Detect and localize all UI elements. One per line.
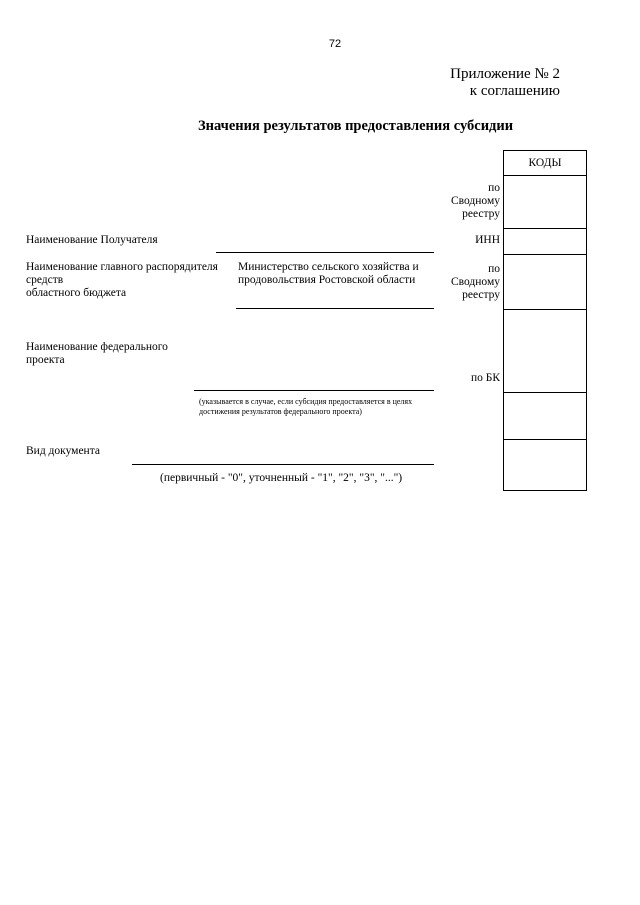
doc-type-field-line[interactable]	[132, 464, 434, 465]
main-manager-label: Наименование главного распорядителя средств областного бюджета	[26, 261, 218, 299]
doc-type-label: Вид документа	[26, 445, 100, 457]
appendix-heading	[420, 66, 560, 100]
codes-header: КОДЫ	[504, 151, 587, 176]
code-cell-svod-reestr-2[interactable]	[504, 255, 587, 310]
federal-project-label: Наименование федерального проекта	[26, 341, 168, 366]
federal-project-note: (указывается в случае, если субсидия предоставляется в целях достижения результатов федерального проекта)	[199, 397, 413, 416]
doc-type-note: (первичный - "0", уточненный - "1", "2", "3", "...")	[160, 472, 403, 484]
recipient-field-line[interactable]	[216, 252, 434, 253]
main-manager-value: Министерство сельского хозяйства и продовольствия Ростовской области	[238, 261, 419, 286]
code-cell-svod-reestr-1[interactable]	[504, 176, 587, 229]
code-cell-extra[interactable]	[504, 393, 587, 440]
appendix-line-1: Приложение № 2	[450, 66, 560, 82]
code-cell-bk[interactable]	[504, 310, 587, 393]
codes-table	[503, 150, 587, 491]
main-manager-field-line[interactable]	[236, 308, 434, 309]
federal-project-field-line[interactable]	[194, 390, 434, 391]
code-cell-inn[interactable]	[504, 229, 587, 255]
recipient-label: Наименование Получателя	[26, 234, 158, 246]
bk-label: по БК	[470, 372, 500, 384]
svod-reestr-label-1: по Сводному реестру	[450, 182, 500, 220]
page-number: 72	[328, 38, 342, 50]
appendix-line-2: к соглашению	[469, 83, 560, 99]
code-cell-doc-type[interactable]	[504, 440, 587, 491]
svod-reestr-label-2: по Сводному реестру	[450, 263, 500, 301]
inn-label: ИНН	[475, 234, 500, 246]
document-title: Значения результатов предоставления субсидии	[198, 118, 514, 134]
